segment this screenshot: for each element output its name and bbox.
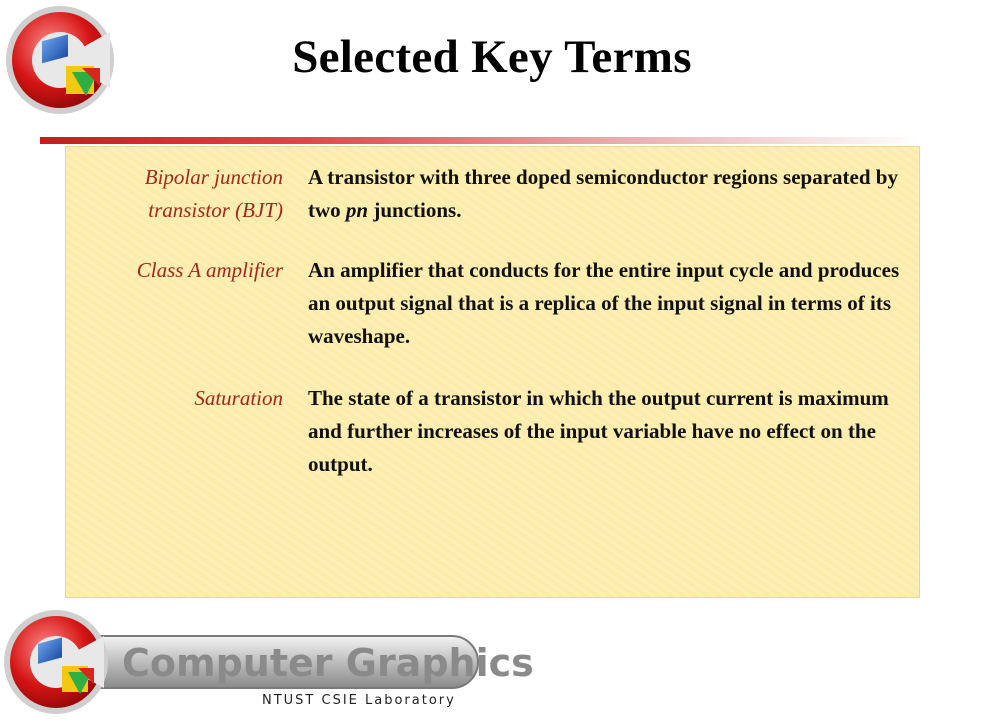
computer-graphics-logo (0, 604, 534, 720)
definition-bjt-part-1: A transistor with three doped semiconductor regions separated by two (308, 165, 898, 222)
page-title: Selected Key Terms (292, 31, 692, 83)
definition-bjt (308, 161, 908, 227)
logo-brand-text: Computer Graphics (122, 641, 534, 685)
term-saturation (194, 382, 283, 415)
term-saturation-label: Saturation (194, 386, 283, 410)
term-bjt (145, 161, 283, 227)
title-divider (40, 137, 920, 144)
term-bjt-line-2: transistor (BJT) (148, 198, 283, 222)
definition-bjt-pn: pn (345, 198, 369, 222)
logo-lab-text: NTUST CSIE Laboratory (262, 693, 456, 708)
term-bjt-line-1: Bipolar junction (144, 165, 283, 189)
definition-class-a: An amplifier that conducts for the entire input cycle and produces an output signal that is a replica of the input signal in terms of its waveshape. (308, 258, 900, 348)
term-class-a-label: Class A amplifier (136, 258, 283, 282)
definition-bjt-part-3: junctions. (368, 198, 462, 222)
definition-saturation: The state of a transistor in which the output current is maximum and further increases of the input variable have no effect on the output. (308, 386, 889, 476)
term-class-a (137, 254, 283, 287)
cg-logo-icon (4, 610, 108, 714)
key-terms-panel (65, 146, 920, 598)
